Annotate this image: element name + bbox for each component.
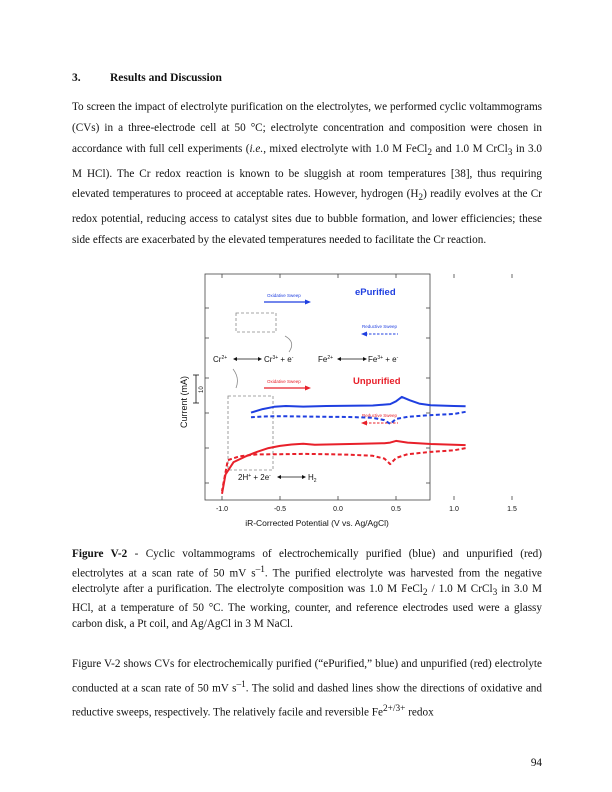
y-scale-bar: [193, 375, 205, 403]
x-tick-label: 0.5: [391, 506, 401, 513]
x-tick-label: -0.5: [273, 506, 287, 513]
label-cr-reaction: $Cr^{2+}$: [213, 355, 228, 364]
label-unpurified: Unpurified: [353, 376, 401, 387]
arrowhead-fe-left: [337, 357, 341, 361]
x-tick-label: 1.5: [507, 506, 517, 513]
arrowhead-reductive-unpurified: [361, 421, 367, 426]
arrowhead-cr-left: [233, 357, 237, 361]
p1-text-5: ) readily evolves at the Cr redox potential, reducing access to catalyst sites due to bubble formation, and lower efficiencies; these side effects are exacerbated by the elevated temperatures needed to facilitate the Cr reaction.: [72, 188, 542, 247]
caption-sub-1: 2: [422, 587, 428, 598]
section-heading: [72, 72, 222, 84]
label-oxidative-purified: Oxidative Sweep: [267, 293, 301, 298]
cv-chart: [172, 268, 517, 538]
caption-sub-2: 3: [492, 587, 498, 598]
reaction-labels: [213, 355, 399, 484]
x-tick-label: 0.0: [333, 506, 343, 513]
y-axis-label: Current (mA): [179, 375, 189, 428]
label-reductive-purified: Reductive Sweep: [362, 324, 398, 329]
x-tick-label: 1.0: [449, 506, 459, 513]
caption-text-3: / 1.0 M CrCl: [427, 582, 493, 595]
arrowhead-fe-right: [363, 357, 367, 361]
label-oxidative-unpurified: Oxidative Sweep: [267, 379, 301, 384]
x-axis-label: iR-Corrected Potential (V vs. Ag/AgCl): [245, 518, 389, 528]
p1-text-4: in 3.0 M HCl). The Cr redox reaction is known to be sluggish at room temperatures [38], thus requiring elevated temperatures to proceed at acceptable rates. However, hydrogen (H: [72, 142, 542, 201]
purified-reductive-curve: [251, 412, 466, 424]
arrowhead-reductive-purified: [361, 332, 367, 337]
p2-text-1: Figure V-2 shows CVs for electrochemically purified (“ePurified,” blue) and unpurified (red) electrolyte conducted at a scan rate of 50 mV s: [72, 658, 542, 695]
purified-oxidative-curve: [251, 397, 466, 413]
p2-text-2: . The solid and dashed lines show the directions of oxidative and reductive sweeps, respectively. The relatively facile and reversible Fe: [72, 682, 542, 720]
page-number: 94: [530, 757, 542, 769]
pointer-cr-to-unpurified: [233, 369, 237, 388]
section-title: Results and Discussion: [110, 72, 222, 84]
label-reductive-unpurified: Reductive Sweep: [362, 413, 398, 418]
figure-caption: [72, 547, 542, 632]
p1-text-1: To screen the impact of electrolyte purification on the electrolytes, we performed cyclic voltammograms (CVs) in a three-electrode cell at 50 °C; electrolyte concentration and composition were chosen in accordance with full cell experiments (: [72, 101, 542, 155]
unpurified-reductive-curve: [222, 448, 466, 491]
label-cr-product: $Cr^{3+} + e^-$: [264, 355, 294, 364]
label-epurified: ePurified: [355, 287, 396, 298]
caption-text-1: - Cyclic voltammograms of electrochemically purified (blue) and unpurified (red) electrolytes at a scan rate of 50 mV s: [72, 548, 542, 580]
arrowhead-cr-right: [258, 357, 262, 361]
label-fe-product: $Fe^{3+} + e^-$: [368, 355, 399, 364]
p2-sup-1: –1: [236, 679, 246, 690]
purified-annotations: [264, 287, 398, 337]
label-h2-product: $H_2$: [308, 473, 317, 484]
section-number: 3.: [72, 72, 81, 84]
paragraph-2: [72, 654, 542, 724]
p1-text-3: and 1.0 M CrCl: [432, 142, 508, 155]
dashed-box-purified: [236, 313, 276, 332]
caption-sup-1: –1: [255, 564, 265, 575]
caption-text-4: in 3.0 M HCl, at a temperature of 50 °C. The working, counter, and reference electrodes used were a glassy carbon disk, a Pt coil, and Ag/AgCl in 3 M NaCl.: [72, 582, 543, 630]
arrowhead-oxidative-purified: [305, 300, 311, 305]
scale-bar-label: 10: [199, 386, 205, 393]
p2-sup-2: 2+/3+: [382, 704, 406, 715]
p2-text-3: redox: [405, 707, 434, 720]
caption-label: Figure V-2: [72, 548, 128, 560]
p1-sub-1: 2: [427, 147, 433, 158]
arrowhead-oxidative-unpurified: [305, 386, 311, 391]
x-tick-label: -1.0: [215, 506, 229, 513]
p1-text-2: , mixed electrolyte with 1.0 M FeCl: [263, 142, 428, 155]
unpurified-annotations: [264, 376, 401, 426]
p1-sub-2: 3: [507, 147, 513, 158]
label-fe-reaction: $Fe^{2+}$: [318, 355, 334, 364]
p1-ie: i.e.: [249, 142, 264, 155]
figure-cv-plot: [172, 268, 517, 538]
arrowhead-h2-right: [302, 475, 306, 479]
label-h2-reaction: 2H+ + 2e-: [238, 473, 271, 482]
paragraph-1: [72, 97, 542, 251]
caption-text-2: . The purified electrolyte was harvested from the negative electrolyte after a purification. The electrolyte composition was 1.0 M FeCl: [72, 567, 543, 595]
p1-sub-3: 2: [418, 193, 424, 204]
plot-frame: [205, 274, 430, 500]
arrowhead-h2-left: [277, 475, 281, 479]
unpurified-oxidative-curve: [222, 441, 466, 494]
pointer-cr-to-purified: [285, 336, 292, 352]
